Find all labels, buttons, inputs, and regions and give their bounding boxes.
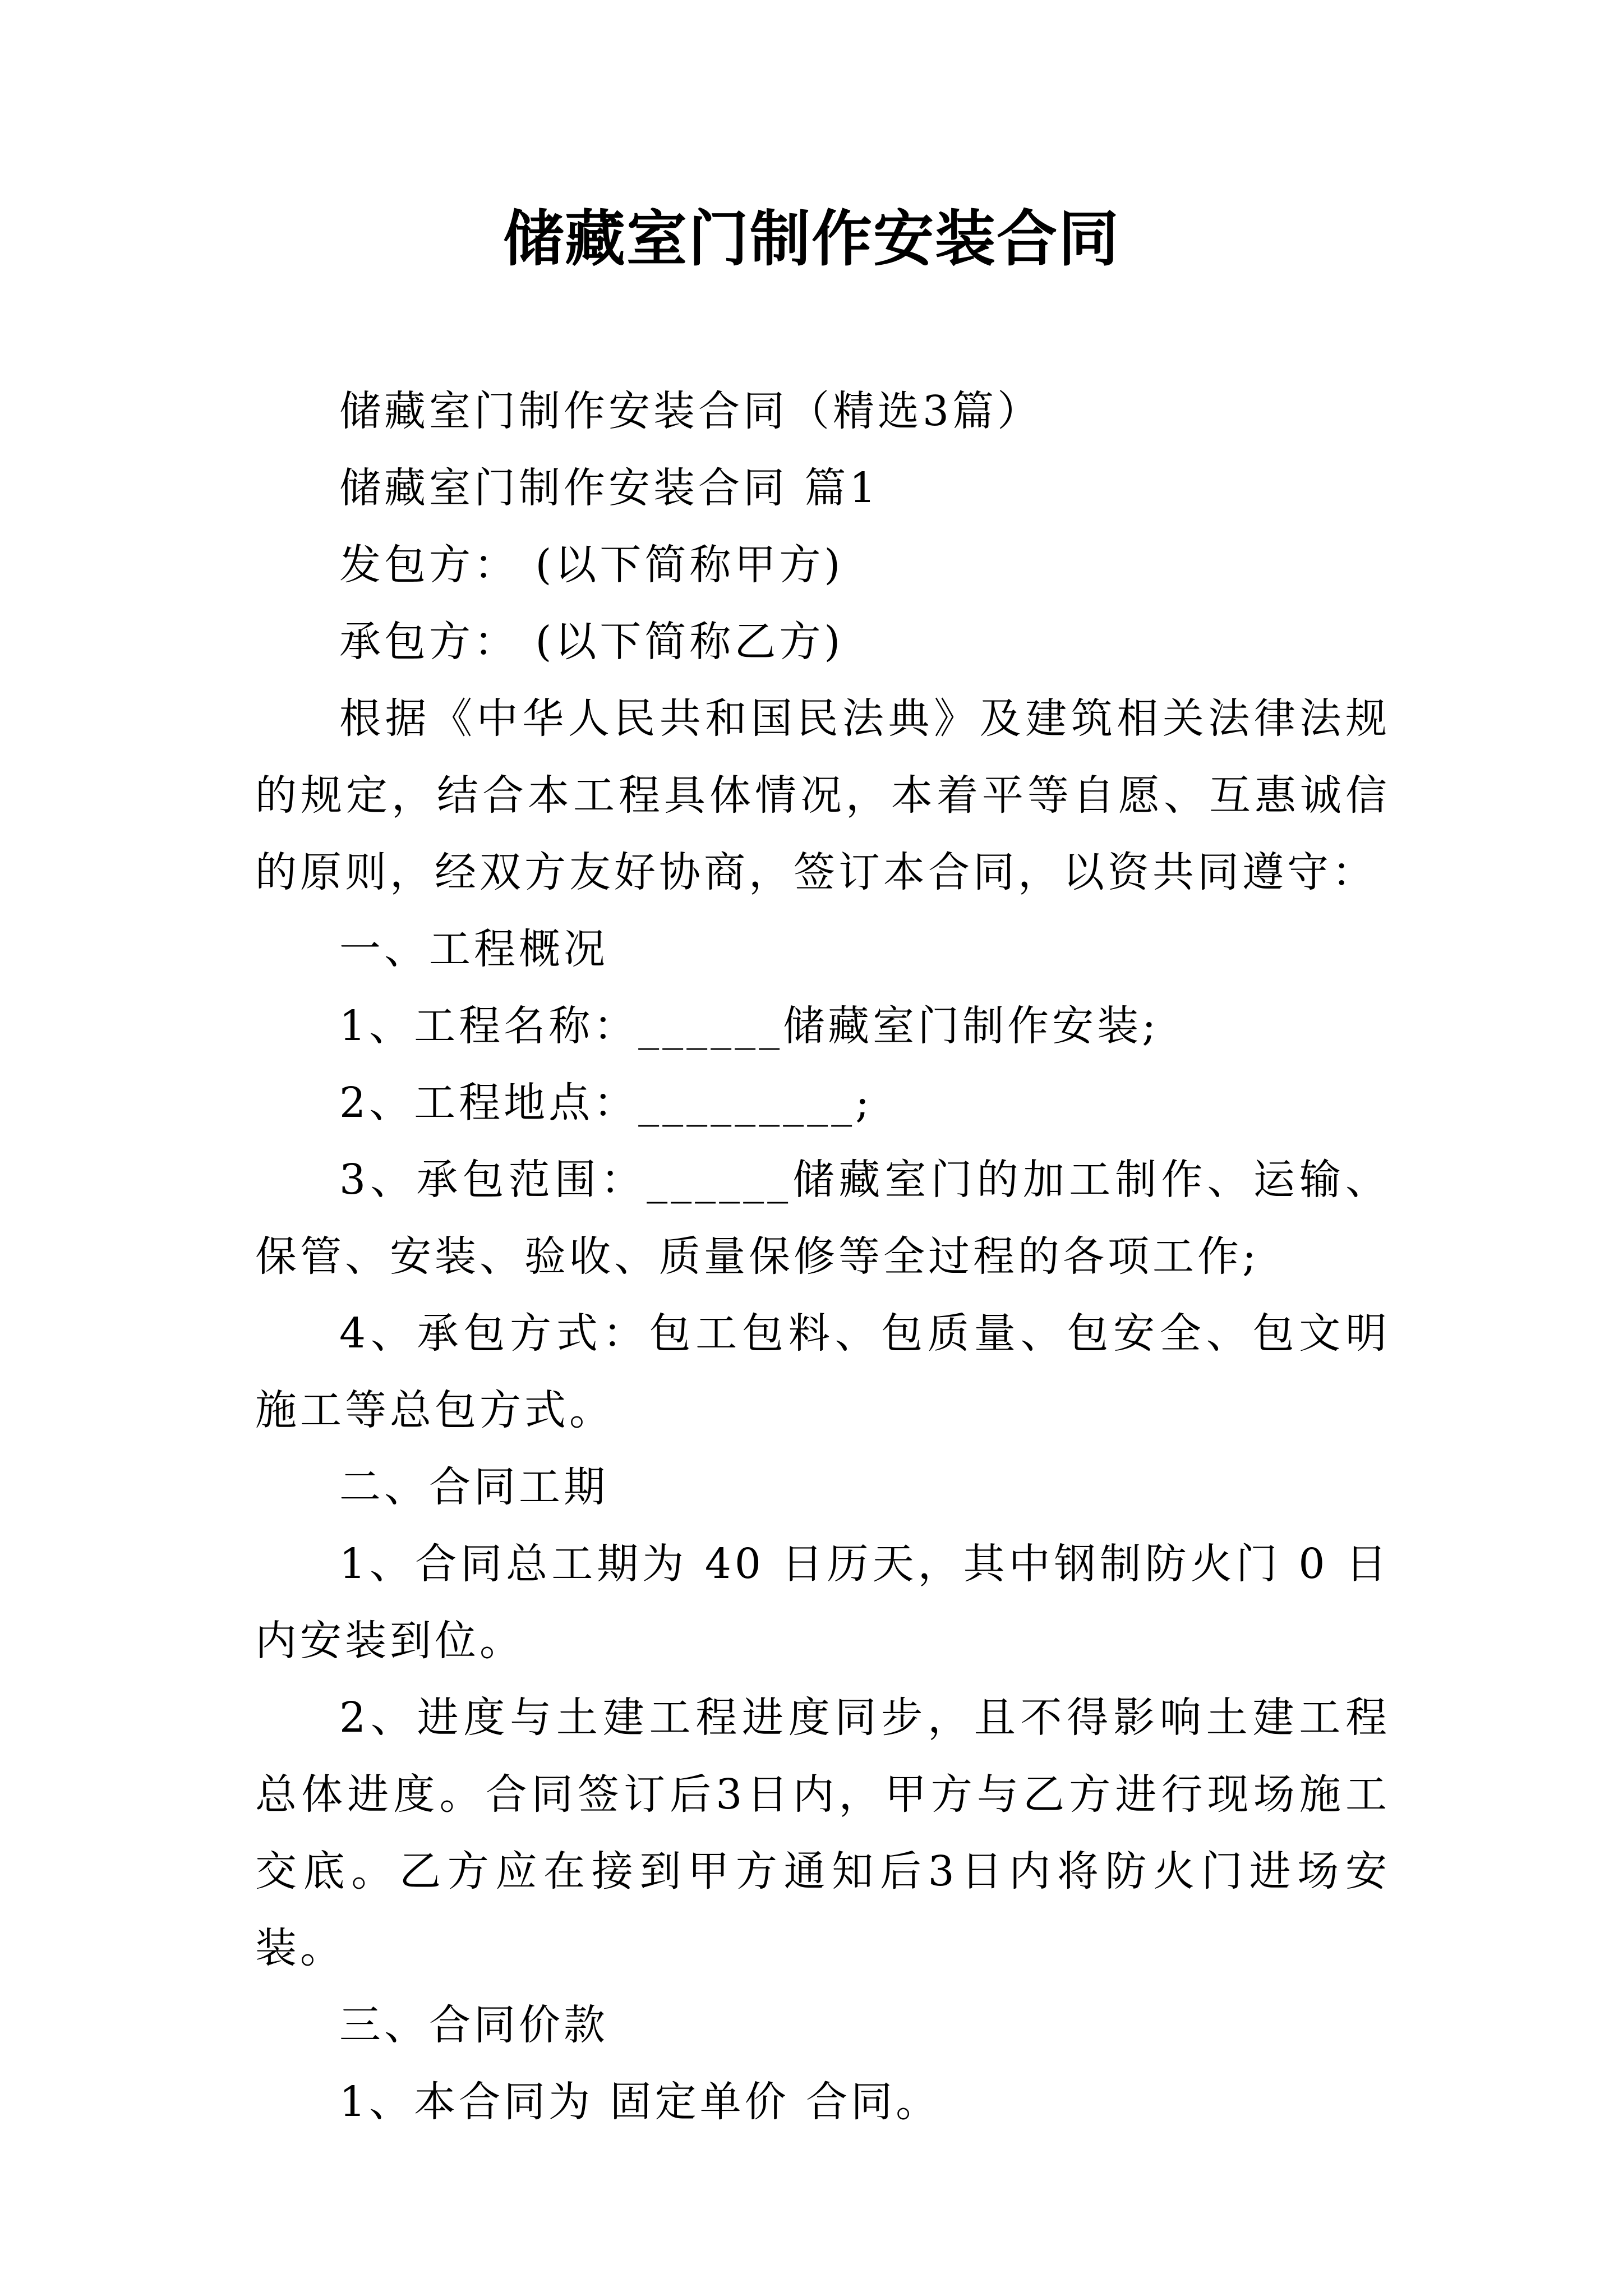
paragraph-subtitle: 储藏室门制作安装合同（精选3篇） [339, 387, 1043, 435]
paragraph-contract-mode: 4、承包方式：包工包料、包质量、包安全、包文明施工等总包方式。 [255, 1309, 1390, 1434]
section-heading-overview: 一、工程概况 [339, 925, 608, 973]
paragraph-project-location: 2、工程地点：_________; [339, 1079, 873, 1127]
paragraph-contractor: 承包方： (以下简称乙方) [339, 618, 844, 666]
paragraph-preamble: 根据《中华人民共和国民法典》及建筑相关法律法规的规定，结合本工程具体情况，本着平等自愿、互惠诚信的原则，经双方友好协商，签订本合同，以资共同遵守： [255, 694, 1390, 896]
paragraph-duration-total: 1、合同总工期为 40 日历天，其中钢制防火门 0 日内安装到位。 [255, 1540, 1390, 1665]
paragraph-scope: 3、承包范围：______储藏室门的加工制作、运输、保管、安装、验收、质量保修等全过程的各项工作; [255, 1156, 1390, 1281]
paragraph-price-type: 1、本合同为 固定单价 合同。 [339, 2078, 941, 2126]
paragraph-project-name: 1、工程名称：______储藏室门制作安装; [339, 1002, 1160, 1050]
paragraph-employer: 发包方： (以下简称甲方) [339, 541, 844, 589]
section-heading-price: 三、合同价款 [339, 2001, 608, 2049]
document-title: 储藏室门制作安装合同 [502, 204, 1120, 274]
section-heading-duration: 二、合同工期 [339, 1463, 608, 1511]
paragraph-part-heading: 储藏室门制作安装合同 篇1 [339, 464, 879, 512]
paragraph-duration-progress: 2、进度与土建工程进度同步，且不得影响土建工程总体进度。合同签订后3日内，甲方与乙方进行现场施工交底。乙方应在接到甲方通知后3日内将防火门进场安装。 [255, 1694, 1390, 1972]
document-body [255, 373, 1390, 2141]
